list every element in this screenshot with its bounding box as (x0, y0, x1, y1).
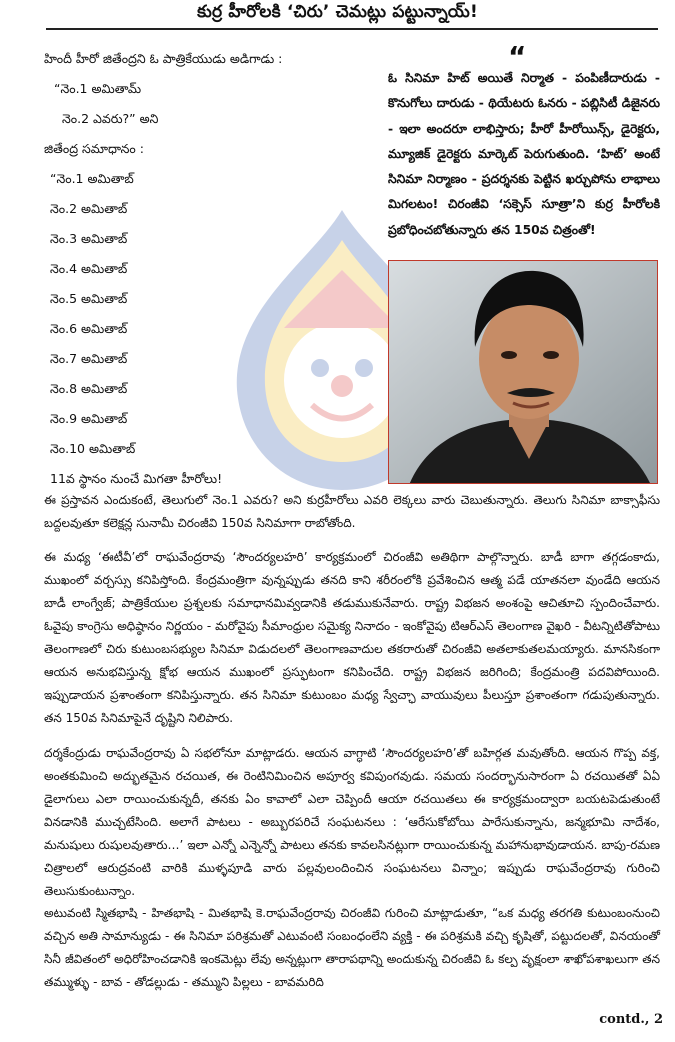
article-headline: కుర్ర హీరోలకి ‘చిరు’ చెమట్లు పట్టున్నాయ్! (197, 2, 478, 22)
quote-mark: “ (508, 40, 527, 73)
paragraph: ఈ ప్రస్తావన ఎందుకంటే, తెలుగులో నెం.1 ఎవరు? అని కుర్రహీరోలు ఎవరి లెక్కలు వారు చెబుతున్నారు. తెలుగు సినిమా బాక్సాఫీసు బద్దలవుతూ కలెక్షన్ల సునామీ చిరంజీవి 150వ సినిమాగా రాబోతోంది. (44, 493, 660, 530)
left-line: హిందీ హీరో జితేంద్రని ఓ పాత్రికేయుడు అడిగాడు : (44, 51, 283, 66)
paragraph: దర్శకేంద్రుడు రాఘవేంద్రరావు ఏ సభలోనూ మాట్లాడరు. ఆయన వాగ్ధాటి ‘సౌందర్యలహరి’తో బహిర్గత మవుతోంది. ఆయన గొప్ప వక్త, అంతకుమించి అద్భుతమైన రచయిత, ఈ రెంటినిమించిన అపూర్వ కవిపుంగవుడు. సమయ సందర్భానుసారంగా ఏ రచయితతో ఏఏ డైలాగులు ఎలా రాయించుకున్నదీ, తనకు ఏం కావాలో ఎలా చెప్పిందీ ఆయా రచయితలు ఈ కార్యక్రమంద్వారా బయటపెడుతుంటే వినడానికి ముచ్చటేసింది. అలాగే పాటలు - అబ్బురపరిచే సంఘటనలు : ‘ఆరేసుకోబోయి పారేసుకున్నాను, జన్మభూమి నాదేశం, మనుషులు రుషులవుతారు…’ ఇలా ఎన్నో ఎన్నెన్నో పాటలు తనకు కావలసినట్లుగా రాయించుకున్న మహానుభావుడాయన. బాపు-రమణ చిత్రాలలో ఆరుద్రవంటి వారికి ముళ్ళపూడి వారు పల్లవులందించిన సంఘటనలు విన్నాం; ఇప్పుడు రాఘవేంద్రరావు గురించి తెలుసుకుంటున్నాం. (44, 746, 660, 898)
paragraph: ఈ మధ్య ‘ఈటీవీ’లో రాఘవేంద్రరావు ‘సౌందర్యలహరి’ కార్యక్రమంలో చిరంజీవి అతిథిగా పాల్గొన్నారు. బాడీ బాగా తగ్గడంకాదు, ముఖంలో వర్చస్సు కనిపిస్తోంది. కేంద్రమంత్రిగా వున్నప్పుడు తనది కాని శరీరంలోకి ప్రవేశించిన ఆత్మ పడే యాతనలా వుండేది ఆయన బాడీ లాంగ్వేజ్; పాత్రికేయుల ప్రశ్నలకు సమాధానమివ్వడానికి తడుముకునేవారు. రాష్ట్ర విభజన అంశంపై ఆచితూచి స్పందించేవారు. ఓవైపు కాంగ్రెసు అధిష్ఠానం నిర్ణయం - మరోవైపు సీమాంధ్రుల సమైక్య నినాదం - ఇంకోవైపు టిఆర్ఎస్ తెలంగాణ వైఖరి - వీటన్నిటితోపాటు తెలంగాణలో చిరు కుటుంబసభ్యుల సినిమా విడుదలలో తెలంగాణవాదుల తకరారుతో చిరంజీవి అతలాకుతలమయ్యారు. మానసికంగా ఆయన అనుభవిస్తున్న క్షోభ ఆయన ముఖంలో ప్రస్ఫుటంగా కనిపించేది. రాష్ట్ర విభజన జరిగింది; కేంద్రమంత్రి పదవిపోయింది. ఇప్పుడాయన ప్రశాంతంగా కనిపిస్తున్నారు. తన సినిమా కుటుంబం మధ్య స్వేచ్ఛా వాయువులు పీలుస్తూ ప్రశాంతంగా గడుపుతున్నారు. తన 150వ సినిమాపైనే దృష్టిని నిలిపారు. (44, 550, 660, 725)
left-column (44, 44, 374, 494)
continued-label: contd., 2 (599, 1012, 663, 1027)
left-line: నెం.6 అమితాబ్ (50, 321, 128, 336)
pull-quote: ఓ సినిమా హిట్ అయితే నిర్మాత - పంపిణీదారుడు - కొనుగోలు దారుడు - థియేటరు ఓనరు - పబ్లిసిటీ డిజైనరు - ఇలా అందరూ లాభిస్తారు; హీరో హీరోయిన్స్, డైరెక్టరు, మ్యూజిక్ డైరెక్టరు మార్కెట్ పెరుగుతుంది. ‘హిట్’ అంటే సినిమా నిర్మాణం - ప్రదర్శనకు పెట్టిన ఖర్చుపోను లాభాలు మిగలటం! చిరంజీవి ‘సక్సెస్ సూత్రా’ని కుర్ర హీరోలకి ప్రబోధించబోతున్నారు తన 150వ చిత్రంతో! (388, 71, 660, 237)
left-line: నెం.9 అమితాబ్ (50, 411, 128, 426)
left-line: 11వ స్థానం నుంచే మిగతా హీరోలు! (50, 471, 223, 486)
portrait-illustration (389, 261, 658, 484)
actor-portrait-photo (388, 260, 658, 484)
left-line: నెం.10 అమితాబ్ (50, 441, 136, 456)
left-line: “నెం.1 అమితాబ్ (50, 171, 134, 186)
headline-divider (46, 28, 658, 30)
left-line: “నెం.1 అమితామ్ (54, 81, 142, 96)
left-line: నెం.8 అమితాబ్ (50, 381, 128, 396)
left-line: నెం.2 అమితాబ్ (50, 201, 128, 216)
left-line: నెం.4 అమితాబ్ (50, 261, 128, 276)
left-line: నెం.5 అమితాబ్ (50, 291, 128, 306)
left-line: నెం.2 ఎవరు?” అని (62, 111, 159, 126)
left-line: నెం.3 అమితాబ్ (50, 231, 128, 246)
left-line: జితేంద్ర సమాధానం : (44, 141, 144, 156)
left-line: నెం.7 అమితాబ్ (50, 351, 128, 366)
paragraph: అటువంటి స్మితభాషి - హితభాషి - మితభాషి కె.రాఘవేంద్రరావు చిరంజీవి గురించి మాట్లాడుతూ, “ఒక మధ్య తరగతి కుటుంబంనుంచి వచ్చిన అతి సామాన్యుడు - ఈ సినిమా పరిశ్రమతో ఎటువంటి సంబంధంలేని వ్యక్తి - ఈ పరిశ్రమకి వచ్చి కృషితో, పట్టుదలతో, వినయంతో సినీ జీవితంలో అధిరోహించడానికి ఇంకమెట్లు లేవు అన్నట్లుగా తారాపథాన్ని అందుకున్న చిరంజీవి ఓ కల్ప వృక్షంలా శాఖోపశాఖలుగా తన తమ్ముళ్ళు - బావ - తోడల్లుడు - తమ్ముని పిల్లలు - బావమరిది (44, 906, 660, 989)
